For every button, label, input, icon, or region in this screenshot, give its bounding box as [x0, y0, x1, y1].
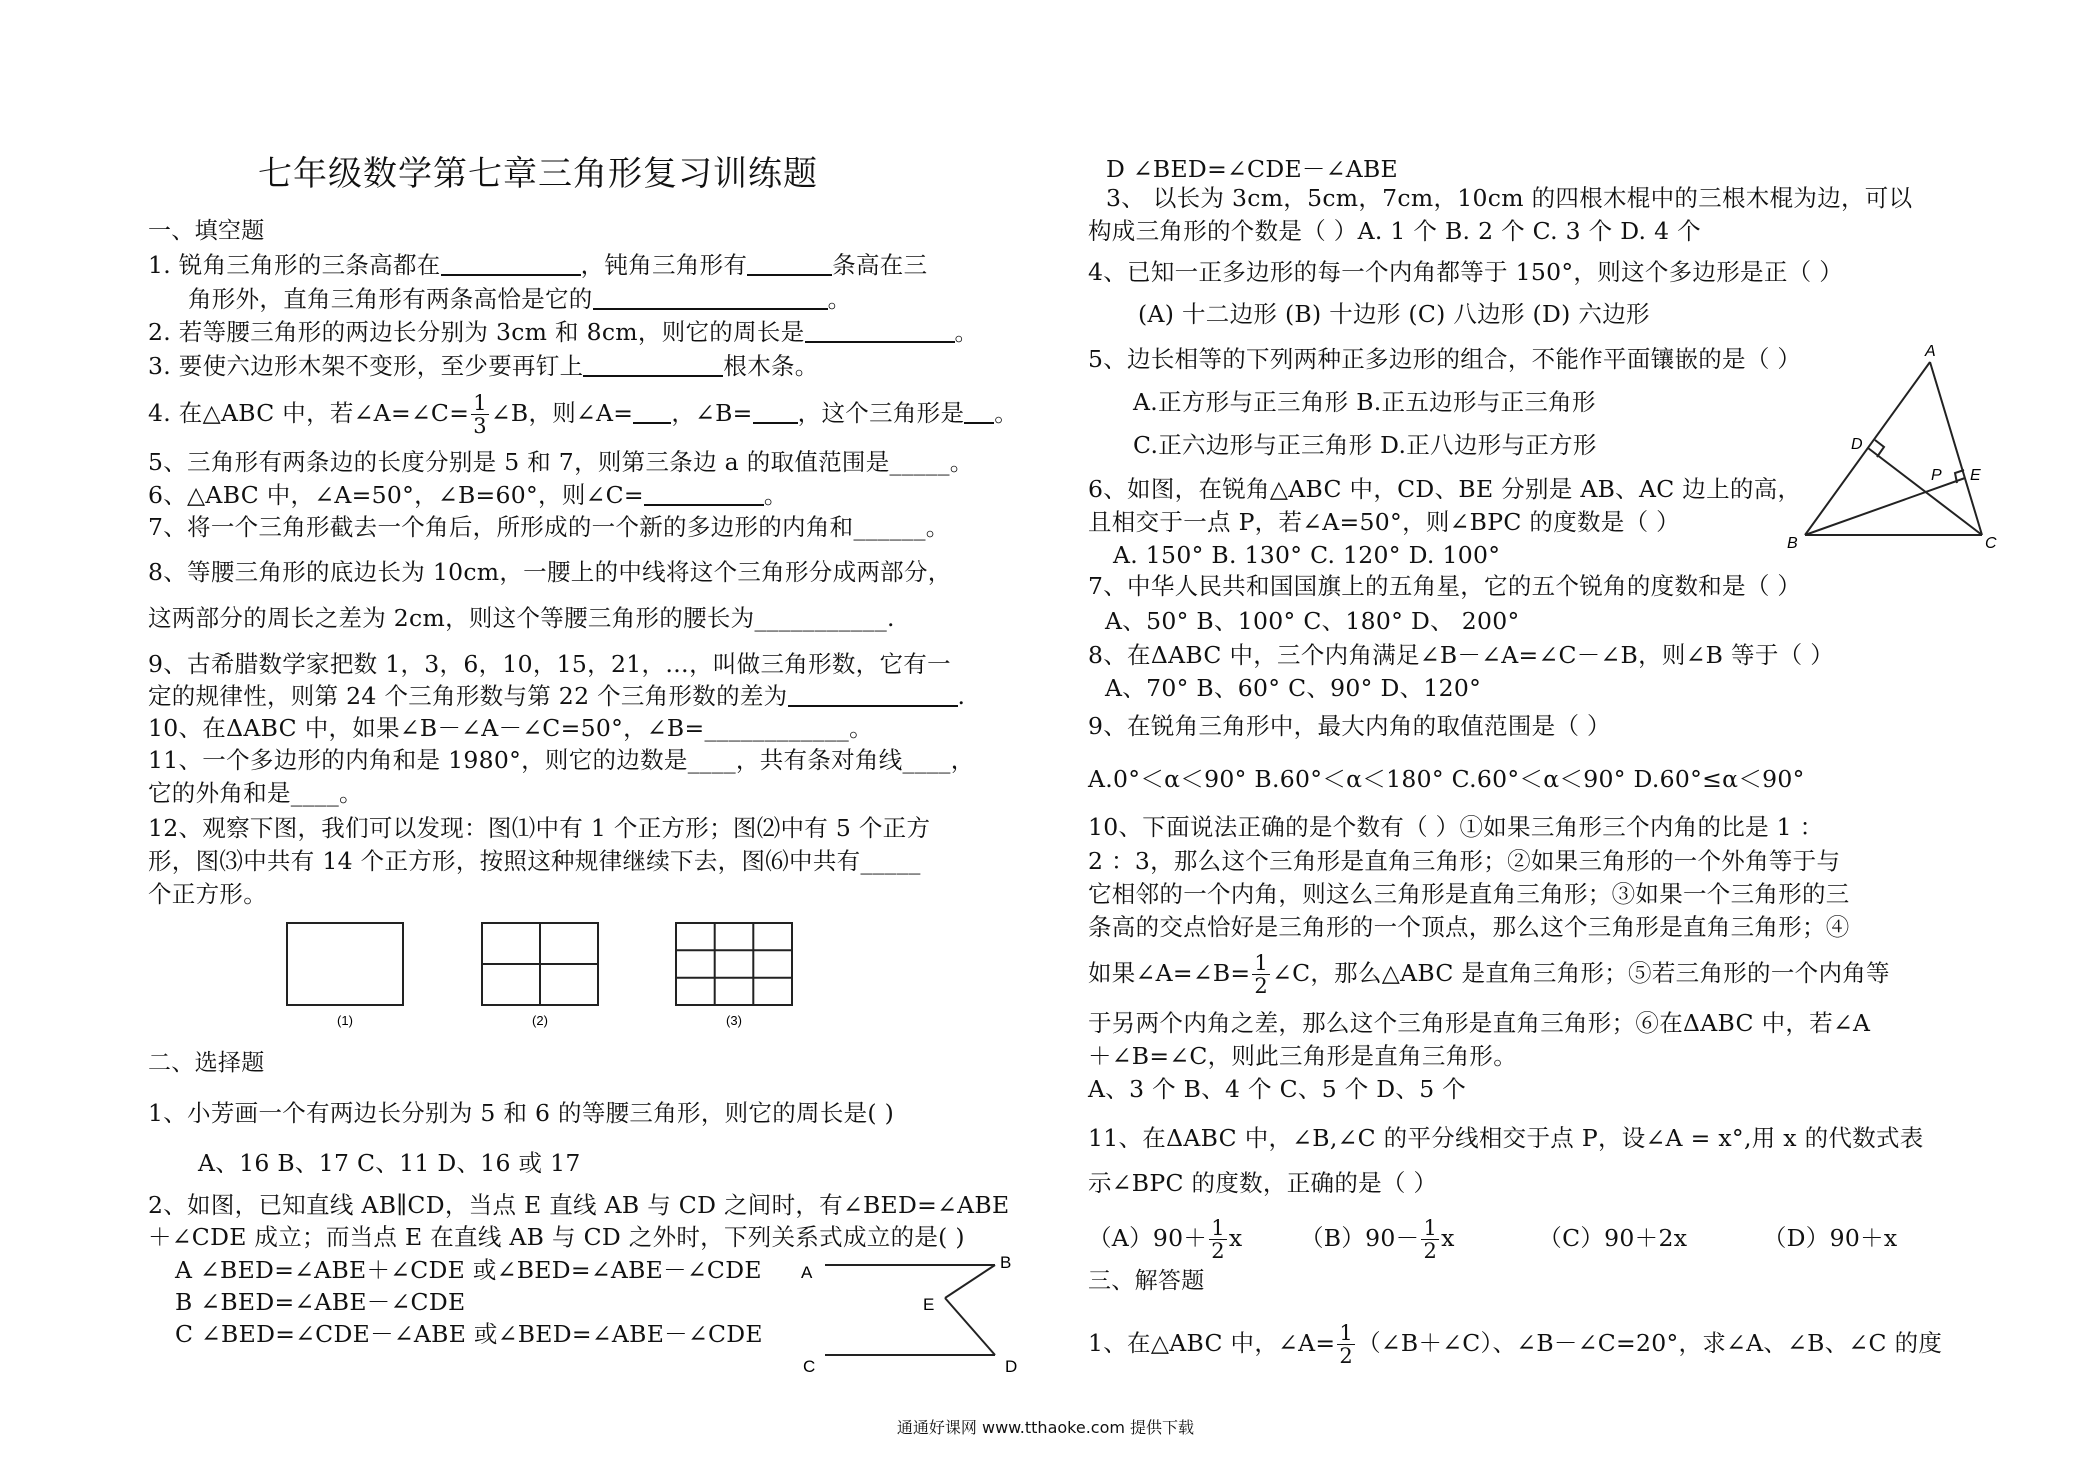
fill-q1-line1: 1. 锐角三角形的三条高都在 ，钝角三角形有 条高在三 — [148, 251, 928, 279]
fill-q9-line2: 定的规律性，则第 24 个三角形数与第 22 个三角形数的差为 . — [148, 682, 966, 710]
squares-figure — [280, 915, 810, 1030]
fill-q5: 5、三角形有两条边的长度分别是 5 和 7，则第三条边 a 的取值范围是_____。 — [148, 448, 974, 476]
choice-q6-options: A. 150° B. 130° C. 120° D. 100° — [1113, 541, 1501, 569]
point-a-label: A — [801, 1263, 813, 1282]
fraction-one-half: $\frac{1}{2}$ — [1254, 951, 1269, 998]
choice-q5-options-cd: C.正六边形与正三角形 D.正八边形与正方形 — [1133, 431, 1597, 459]
choice-q3-line1: 3、 以长为 3cm，5cm，7cm，10cm 的四根木棍中的三根木棍为边，可以 — [1106, 184, 1913, 212]
fill-q11-line1: 11、一个多边形的内角和是 1980°，则它的边数是____，共有条对角线____， — [148, 746, 975, 774]
choice-q11-options — [1088, 1217, 1897, 1262]
side-ab — [1805, 362, 1930, 535]
choice-q2-option-c: C ∠BED=∠CDE－∠ABE 或∠BED=∠ABE－∠CDE — [175, 1320, 763, 1348]
page-title: 七年级数学第七章三角形复习训练题 — [258, 154, 818, 194]
solve-q1: 1、在△ABC 中，∠A= $\frac{1}{2}$ （∠B＋∠C）、∠B－∠C=20°，求∠A、∠B、∠C 的度 — [1088, 1321, 1943, 1368]
choice-q4: 4、已知一正多边形的每一个内角都等于 150°，则这个多边形是正（ ） — [1088, 258, 1843, 286]
point-a-label: A — [1925, 343, 1936, 360]
choice-q11-option-c: （C）90＋2x — [1538, 1224, 1688, 1252]
fill-q4: 4. 在△ABC 中，若∠A=∠C= $\frac{1}{3}$ ∠B，则∠A= ，∠B= ，这个三角形是 。 — [148, 391, 1019, 438]
segment-ed — [945, 1298, 995, 1355]
choice-q2-line1: 2、如图，已知直线 AB∥CD，当点 E 直线 AB 与 CD 之间时，有∠BED=∠ABE — [148, 1191, 1010, 1219]
choice-q2-option-b: B ∠BED=∠ABE－∠CDE — [175, 1288, 466, 1316]
fill-q12-line1: 12、观察下图，我们可以发现：图⑴中有 1 个正方形；图⑵中有 5 个正方 — [148, 814, 931, 842]
fill-q1-line2: 角形外，直角三角形有两条高恰是它的 。 — [188, 285, 852, 313]
point-d-label: D — [1851, 436, 1863, 453]
point-e-label: E — [923, 1295, 935, 1314]
choice-q1-options: A、16 B、17 C、11 D、16 或 17 — [198, 1149, 581, 1177]
fill-q12-line2: 形，图⑶中共有 14 个正方形，按照这种规律继续下去，图⑹中共有_____ — [148, 847, 921, 875]
choice-q5: 5、边长相等的下列两种正多边形的组合，不能作平面镶嵌的是（ ） — [1088, 345, 1802, 373]
point-d-label: D — [1005, 1357, 1018, 1375]
fill-q3: 3. 要使六边形木架不变形，至少要再钉上 根木条。 — [148, 352, 819, 380]
triangle-figure — [1785, 340, 2005, 555]
altitude-be — [1805, 478, 1965, 535]
choice-q4-options: (A) 十二边形 (B) 十边形 (C) 八边形 (D) 六边形 — [1138, 300, 1650, 328]
figure-2-label: (2) — [532, 1013, 548, 1028]
choice-q2-line2: ＋∠CDE 成立；而当点 E 在直线 AB 与 CD 之外时，下列关系式成立的是( ) — [148, 1223, 965, 1251]
fill-q2: 2. 若等腰三角形的两边长分别为 3cm 和 8cm，则它的周长是 。 — [148, 318, 979, 346]
fill-q8-line2: 这两部分的周长之差为 2cm，则这个等腰三角形的腰长为___________. — [148, 604, 895, 632]
choice-q10-line4: 条高的交点恰好是三角形的一个顶点，那么这个三角形是直角三角形；④ — [1088, 913, 1850, 941]
point-c-label: C — [803, 1357, 816, 1375]
choice-q10-line5: 如果∠A=∠B= $\frac{1}{2}$ ∠C，那么△ABC 是直角三角形；⑤若三角形的一个内角等 — [1088, 951, 1890, 998]
choice-q9-options: A.0°＜α＜90° B.60°＜α＜180° C.60°＜α＜90° D.60°≤α＜90° — [1088, 765, 1805, 793]
side-ac — [1930, 362, 1982, 535]
choice-q6-line1: 6、如图，在锐角△ABC 中，CD、BE 分别是 AB、AC 边上的高， — [1088, 475, 1802, 503]
choice-q1: 1、小芳画一个有两边长分别为 5 和 6 的等腰三角形，则它的周长是( ) — [148, 1099, 895, 1127]
fill-q11-line2: 它的外角和是____。 — [148, 779, 363, 807]
choice-q10-line6: 于另两个内角之差，那么这个三角形是直角三角形；⑥在ΔABC 中，若∠A — [1088, 1009, 1871, 1037]
choice-q10-line1: 10、下面说法正确的是个数有（ ）①如果三角形三个内角的比是 1 ： — [1088, 813, 1824, 841]
figure-3-label: (3) — [726, 1013, 742, 1028]
figure-2 — [482, 923, 598, 1005]
section-fill-heading: 一、填空题 — [148, 218, 265, 244]
fill-q7: 7、将一个三角形截去一个角后，所形成的一个新的多边形的内角和______。 — [148, 513, 950, 541]
point-p-label: P — [1931, 467, 1942, 484]
segment-be — [945, 1265, 995, 1298]
point-e-label: E — [1970, 467, 1981, 484]
choice-q6-line2: 且相交于一点 P，若∠A=50°，则∠BPC 的度数是（ ） — [1088, 508, 1680, 536]
choice-q10-line7: ＋∠B=∠C，则此三角形是直角三角形。 — [1088, 1042, 1518, 1070]
fraction-one-third: $\frac{1}{3}$ — [473, 391, 487, 438]
section-solve-heading: 三、解答题 — [1088, 1268, 1205, 1294]
parallel-lines-figure — [795, 1240, 1040, 1375]
choice-q11-option-b: （B）90－ $\frac{1}{2}$ x — [1299, 1216, 1455, 1263]
choice-q8: 8、在ΔABC 中，三个内角满足∠B－∠A=∠C－∠B，则∠B 等于（ ） — [1088, 641, 1834, 669]
choice-q11-line2: 示∠BPC 的度数，正确的是（ ） — [1088, 1169, 1438, 1197]
choice-q2-option-a: A ∠BED=∠ABE＋∠CDE 或∠BED=∠ABE－∠CDE — [175, 1256, 762, 1284]
choice-q10-options: A、3 个 B、4 个 C、5 个 D、5 个 — [1088, 1075, 1467, 1103]
figure-1-label: (1) — [337, 1013, 353, 1028]
page-footer: 通通好课网 www.tthaoke.com 提供下载 — [896, 1418, 1195, 1437]
choice-q10-line3: 它相邻的一个内角，则这么三角形是直角三角形；③如果一个三角形的三 — [1088, 880, 1850, 908]
fill-q9-line1: 9、古希腊数学家把数 1，3，6，10，15，21，…，叫做三角形数，它有一 — [148, 650, 951, 678]
choice-q7-options: A、50° B、100° C、180° D、 200° — [1105, 607, 1520, 635]
fill-q12-line3: 个正方形。 — [148, 880, 267, 908]
choice-q8-options: A、70° B、60° C、90° D、120° — [1105, 674, 1482, 702]
choice-q11-line1: 11、在ΔABC 中，∠B,∠C 的平分线相交于点 P，设∠A = x°,用 x 的代数式表 — [1088, 1124, 1924, 1152]
fill-q10: 10、在ΔABC 中，如果∠B－∠A－∠C=50°，∠B=____________。 — [148, 714, 873, 742]
section-choice-heading: 二、选择题 — [148, 1050, 265, 1076]
choice-q2-option-d: D ∠BED=∠CDE－∠ABE — [1106, 155, 1399, 183]
point-b-label: B — [1787, 535, 1798, 552]
fill-q8-line1: 8、等腰三角形的底边长为 10cm，一腰上的中线将这个三角形分成两部分， — [148, 558, 952, 586]
choice-q11-option-d: （D）90＋x — [1762, 1224, 1898, 1252]
point-b-label: B — [1000, 1253, 1012, 1272]
fraction-one-half: $\frac{1}{2}$ — [1339, 1321, 1354, 1368]
point-c-label: C — [1985, 535, 1997, 552]
choice-q7: 7、中华人民共和国国旗上的五角星，它的五个锐角的度数和是（ ） — [1088, 572, 1802, 600]
figure-3 — [676, 923, 792, 1005]
choice-q5-options-ab: A.正方形与正三角形 B.正五边形与正三角形 — [1133, 388, 1596, 416]
choice-q3-line2: 构成三角形的个数是（ ）A. 1 个 B. 2 个 C. 3 个 D. 4 个 — [1088, 217, 1701, 245]
choice-q10-line2: 2 ：3，那么这个三角形是直角三角形；②如果三角形的一个外角等于与 — [1088, 847, 1841, 875]
choice-q11-option-a: （A）90＋ $\frac{1}{2}$ x — [1088, 1216, 1243, 1263]
fill-q6: 6、△ABC 中，∠A=50°，∠B=60°，则∠C= 。 — [148, 481, 788, 509]
figure-1 — [287, 923, 403, 1005]
choice-q9: 9、在锐角三角形中，最大内角的取值范围是（ ） — [1088, 712, 1611, 740]
